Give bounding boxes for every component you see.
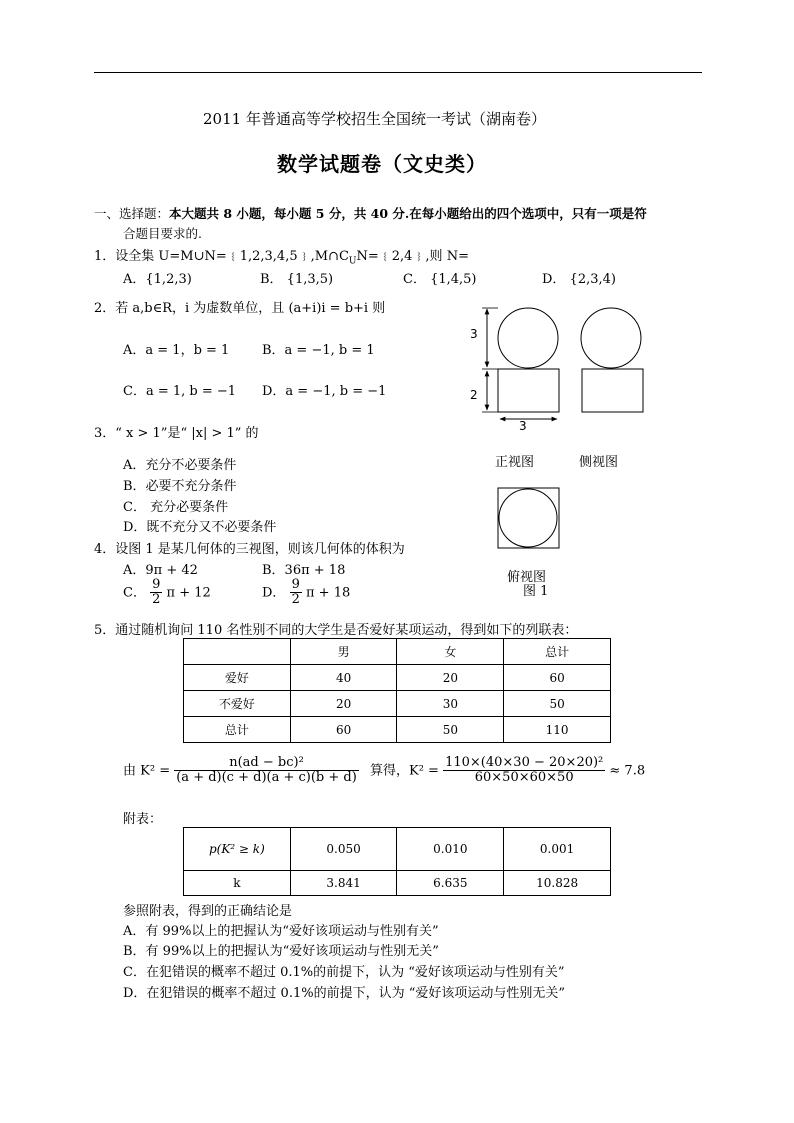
top-view-circle <box>499 489 557 547</box>
q4-d-num: 9 <box>291 577 300 592</box>
table-cell: 爱好 <box>184 665 291 691</box>
question-3-stem: 3．“ x > 1”是“ |x| > 1” 的 <box>94 426 259 441</box>
table-cell: 不爱好 <box>184 691 291 717</box>
table-cell: 50 <box>397 717 504 743</box>
section-text: 本大题共 8 小题，每小题 5 分，共 40 分.在每小题给出的 <box>169 206 497 221</box>
dim-label-bottom: 2 <box>470 388 478 402</box>
conclusion-stem: 参照附表，得到的正确结论是 <box>123 904 293 919</box>
section-text-end: ，只有一项是符 <box>559 206 647 221</box>
table-row <box>184 871 611 896</box>
table-cell: 0.010 <box>397 828 504 871</box>
header-rule <box>94 72 702 73</box>
calc-denominator: 60×50×60×50 <box>474 770 574 786</box>
question-4-stem: 4．设图 1 是某几何体的三视图，则该几何体的体积为 <box>94 542 405 557</box>
figure-caption: 图 1 <box>523 584 549 599</box>
table-cell: 总计 <box>184 717 291 743</box>
table-header-cell <box>184 639 291 665</box>
q4-d-fraction <box>290 578 302 608</box>
q4-d-den: 2 <box>291 592 300 608</box>
table-cell: 40 <box>290 665 397 691</box>
q4-option-a[interactable]: A．9π + 42 <box>123 563 198 578</box>
table-row <box>184 828 611 871</box>
q3-option-c[interactable]: C． 充分必要条件 <box>123 500 229 515</box>
q4-c-rest: π + 12 <box>166 585 211 601</box>
dim-label-width: 3 <box>519 419 527 433</box>
table-cell: 20 <box>290 691 397 717</box>
dim-label-top: 3 <box>470 327 478 341</box>
table-cell: 0.050 <box>290 828 397 871</box>
front-view-label: 正视图 <box>495 455 535 470</box>
contingency-table <box>183 638 611 743</box>
section-instruction <box>94 204 647 222</box>
calc-prefix: 算得，K² = <box>370 763 439 779</box>
front-view-sphere <box>498 308 558 368</box>
formula-denominator: (a + d)(c + d)(a + c)(b + d) <box>176 770 357 786</box>
formula-fraction <box>174 756 359 786</box>
top-view-label: 俯视图 <box>507 570 547 585</box>
q1-stem-b: N=﹛2,4﹜,则 N= <box>356 249 469 264</box>
q4-option-d[interactable] <box>262 578 350 608</box>
q3-option-d[interactable]: D．既不充分又不必要条件 <box>123 520 277 535</box>
table-header-cell: 总计 <box>504 639 611 665</box>
q4-c-den: 2 <box>152 592 161 608</box>
formula-prefix: 由 K² = <box>123 763 171 779</box>
table-row <box>184 691 611 717</box>
table-header-cell: 女 <box>397 639 504 665</box>
calc-result: ≈ 7.8 <box>609 763 646 779</box>
three-view-figure <box>460 298 650 598</box>
q5-option-a[interactable]: A．有 99%以上的把握认为“爱好该项运动与性别有关” <box>123 924 439 939</box>
q1-option-c[interactable]: C． {1,4,5) <box>403 272 477 287</box>
table-cell: 0.001 <box>504 828 611 871</box>
q4-c-num: 9 <box>152 577 161 592</box>
table-cell: 30 <box>397 691 504 717</box>
q4-c-fraction <box>150 578 162 608</box>
top-view-square <box>498 488 559 548</box>
calc-numerator: 110×(40×30 − 20×20)² <box>445 755 604 770</box>
table-cell: 10.828 <box>504 871 611 896</box>
appendix-label: 附表： <box>123 812 163 827</box>
table-cell: 110 <box>504 717 611 743</box>
q1-sub: U <box>348 256 357 267</box>
q2-option-c[interactable]: C．a = 1, b = −1 <box>123 384 237 399</box>
table-cell: p(K² ≥ k) <box>184 828 291 871</box>
q4-d-label: D． <box>262 585 286 601</box>
k2-formula <box>123 756 359 786</box>
question-1-stem <box>94 245 469 267</box>
calc-fraction <box>443 756 605 786</box>
k2-calculation <box>370 756 645 786</box>
q3-option-b[interactable]: B．必要不充分条件 <box>123 479 237 494</box>
q4-c-label: C． <box>123 585 146 601</box>
table-row <box>184 665 611 691</box>
critical-value-table <box>183 827 611 896</box>
q4-d-rest: π + 18 <box>306 585 351 601</box>
table-cell: k <box>184 871 291 896</box>
q2-option-b[interactable]: B．a = −1, b = 1 <box>262 343 375 358</box>
question-2-stem: 2．若 a,b∈R，i 为虚数单位，且 (a+i)i = b+i 则 <box>94 301 386 316</box>
q5-option-d[interactable]: D．在犯错误的概率不超过 0.1%的前提下，认为 “爱好该项运动与性别无关” <box>123 986 566 1001</box>
table-cell: 20 <box>397 665 504 691</box>
q2-option-a[interactable]: A．a = 1，b = 1 <box>123 343 230 358</box>
side-view-sphere <box>581 308 641 368</box>
table-cell: 3.841 <box>290 871 397 896</box>
q1-stem-a: 1．设全集 U=M∪N=﹛1,2,3,4,5﹜,M∩C <box>94 249 349 264</box>
side-view-label: 侧视图 <box>579 455 619 470</box>
side-view-box <box>582 369 643 412</box>
table-cell: 50 <box>504 691 611 717</box>
section-instruction-line2: 合题目要求的. <box>123 226 202 241</box>
table-header-row <box>184 639 611 665</box>
question-5-stem: 5．通过随机询问 110 名性别不同的大学生是否爱好某项运动，得到如下的列联表： <box>94 623 578 638</box>
table-header-cell: 男 <box>290 639 397 665</box>
paper-subtitle: 数学试题卷（文史类） <box>277 152 487 176</box>
q1-option-b[interactable]: B． {1,3,5) <box>260 272 334 287</box>
table-cell: 60 <box>504 665 611 691</box>
q5-option-b[interactable]: B．有 99%以上的把握认为“爱好该项运动与性别无关” <box>123 944 439 959</box>
q3-option-a[interactable]: A．充分不必要条件 <box>123 458 237 473</box>
q4-option-b[interactable]: B．36π + 18 <box>262 563 346 578</box>
formula-numerator: n(ad − bc)² <box>174 756 359 771</box>
exam-title: 2011 年普通高等学校招生全国统一考试（湖南卷） <box>203 110 546 128</box>
table-row <box>184 717 611 743</box>
table-cell: 60 <box>290 717 397 743</box>
table-cell: 6.635 <box>397 871 504 896</box>
q4-option-c[interactable] <box>123 578 211 608</box>
section-text-emph: 四个选项中 <box>496 206 560 221</box>
front-view-box <box>498 369 559 412</box>
q1-option-a[interactable]: A．{1,2,3) <box>123 272 192 287</box>
q5-option-c[interactable]: C．在犯错误的概率不超过 0.1%的前提下，认为 “爱好该项运动与性别有关” <box>123 965 565 980</box>
q1-option-d[interactable]: D． {2,3,4) <box>542 272 616 287</box>
q2-option-d[interactable]: D．a = −1, b = −1 <box>262 384 387 399</box>
section-label: 一、选择题： <box>94 206 170 221</box>
